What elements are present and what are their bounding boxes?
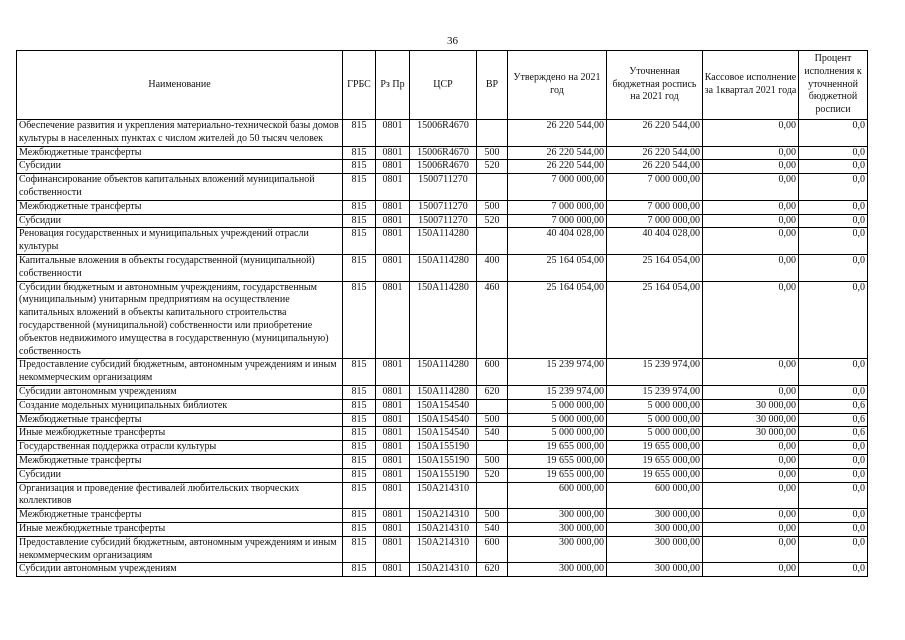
cell-vr: 400 [477,254,508,281]
cell-refined: 300 000,00 [607,563,703,577]
cell-grbs: 815 [343,200,376,214]
cell-approved: 19 655 000,00 [508,454,607,468]
cell-grbs: 815 [343,146,376,160]
cell-vr: 520 [477,160,508,174]
cell-refined: 5 000 000,00 [607,413,703,427]
cell-rzpr: 0801 [376,427,410,441]
table-row [17,385,868,399]
cell-percent: 0,0 [799,214,868,228]
cell-refined: 19 655 000,00 [607,441,703,455]
cell-refined: 5 000 000,00 [607,427,703,441]
table-row [17,120,868,147]
cell-percent: 0,0 [799,454,868,468]
cell-grbs: 815 [343,509,376,523]
cell-name: Субсидии [17,214,343,228]
cell-name: Межбюджетные трансферты [17,146,343,160]
cell-cash: 0,00 [703,214,799,228]
cell-vr [477,482,508,509]
table-row [17,228,868,255]
cell-approved: 25 164 054,00 [508,254,607,281]
cell-vr: 460 [477,281,508,359]
cell-cash: 0,00 [703,146,799,160]
cell-percent: 0,0 [799,281,868,359]
cell-vr [477,120,508,147]
cell-vr: 540 [477,522,508,536]
cell-grbs: 815 [343,482,376,509]
cell-csr: 150A114280 [410,254,477,281]
cell-cash: 0,00 [703,281,799,359]
cell-csr: 150A214310 [410,482,477,509]
cell-grbs: 815 [343,160,376,174]
header-vr: ВР [477,51,508,120]
cell-percent: 0,0 [799,468,868,482]
cell-grbs: 815 [343,413,376,427]
cell-name: Субсидии автономным учреждениям [17,563,343,577]
cell-name: Межбюджетные трансферты [17,454,343,468]
cell-refined: 300 000,00 [607,509,703,523]
table-row [17,254,868,281]
cell-rzpr: 0801 [376,281,410,359]
cell-cash: 0,00 [703,160,799,174]
cell-approved: 5 000 000,00 [508,399,607,413]
cell-percent: 0,0 [799,509,868,523]
cell-csr: 15006R4670 [410,160,477,174]
cell-approved: 15 239 974,00 [508,359,607,386]
cell-cash: 0,00 [703,454,799,468]
cell-grbs: 815 [343,174,376,201]
cell-percent: 0,0 [799,160,868,174]
cell-name: Субсидии [17,468,343,482]
cell-vr: 620 [477,385,508,399]
cell-rzpr: 0801 [376,509,410,523]
cell-grbs: 815 [343,427,376,441]
table-row [17,399,868,413]
cell-name: Иные межбюджетные трансферты [17,522,343,536]
cell-csr: 150A114280 [410,359,477,386]
cell-percent: 0,0 [799,536,868,563]
cell-name: Субсидии автономным учреждениям [17,385,343,399]
table-row [17,509,868,523]
cell-csr: 150A214310 [410,536,477,563]
cell-approved: 300 000,00 [508,509,607,523]
cell-vr: 500 [477,509,508,523]
cell-csr: 150A154540 [410,413,477,427]
cell-rzpr: 0801 [376,254,410,281]
cell-csr: 150A214310 [410,563,477,577]
cell-refined: 19 655 000,00 [607,454,703,468]
cell-approved: 300 000,00 [508,563,607,577]
cell-grbs: 815 [343,385,376,399]
cell-percent: 0,0 [799,482,868,509]
table-row [17,281,868,359]
cell-name: Межбюджетные трансферты [17,200,343,214]
cell-name: Софинансирование объектов капитальных вложений муниципальной собственности [17,174,343,201]
cell-cash: 30 000,00 [703,413,799,427]
cell-cash: 0,00 [703,174,799,201]
cell-refined: 15 239 974,00 [607,359,703,386]
header-cash: Кассовое исполнение за 1квартал 2021 года [703,51,799,120]
cell-approved: 300 000,00 [508,536,607,563]
cell-cash: 0,00 [703,509,799,523]
cell-cash: 0,00 [703,482,799,509]
header-grbs: ГРБС [343,51,376,120]
cell-grbs: 815 [343,454,376,468]
cell-csr: 150A114280 [410,385,477,399]
cell-percent: 0,0 [799,254,868,281]
cell-cash: 0,00 [703,385,799,399]
cell-csr: 1500711270 [410,174,477,201]
table-row [17,214,868,228]
cell-approved: 7 000 000,00 [508,214,607,228]
cell-rzpr: 0801 [376,522,410,536]
cell-cash: 0,00 [703,536,799,563]
cell-name: Организация и проведение фестивалей любительских творческих коллективов [17,482,343,509]
cell-approved: 300 000,00 [508,522,607,536]
table-row [17,359,868,386]
cell-refined: 7 000 000,00 [607,214,703,228]
budget-table [16,50,868,577]
cell-vr: 600 [477,359,508,386]
cell-rzpr: 0801 [376,214,410,228]
table-row [17,454,868,468]
header-csr: ЦСР [410,51,477,120]
cell-rzpr: 0801 [376,160,410,174]
cell-vr: 620 [477,563,508,577]
cell-percent: 0,0 [799,385,868,399]
cell-refined: 26 220 544,00 [607,146,703,160]
table-row [17,563,868,577]
cell-name: Межбюджетные трансферты [17,509,343,523]
cell-refined: 19 655 000,00 [607,468,703,482]
cell-vr: 500 [477,413,508,427]
cell-approved: 40 404 028,00 [508,228,607,255]
cell-csr: 150A154540 [410,399,477,413]
header-approved: Утверждено на 2021 год [508,51,607,120]
cell-refined: 300 000,00 [607,536,703,563]
cell-name: Создание модельных муниципальных библиотек [17,399,343,413]
cell-rzpr: 0801 [376,563,410,577]
table-header-row [17,51,868,120]
cell-vr: 600 [477,536,508,563]
cell-rzpr: 0801 [376,454,410,468]
cell-grbs: 815 [343,468,376,482]
table-row [17,482,868,509]
table-row [17,146,868,160]
cell-rzpr: 0801 [376,385,410,399]
cell-vr [477,399,508,413]
cell-percent: 0,6 [799,427,868,441]
cell-refined: 25 164 054,00 [607,281,703,359]
header-percent: Процент исполнения к уточненной бюджетной росписи [799,51,868,120]
cell-approved: 26 220 544,00 [508,120,607,147]
table-row [17,427,868,441]
cell-cash: 0,00 [703,441,799,455]
cell-rzpr: 0801 [376,359,410,386]
cell-csr: 15006R4670 [410,120,477,147]
cell-csr: 150A155190 [410,441,477,455]
cell-cash: 0,00 [703,200,799,214]
cell-percent: 0,0 [799,174,868,201]
cell-vr [477,174,508,201]
cell-cash: 0,00 [703,228,799,255]
cell-refined: 7 000 000,00 [607,174,703,201]
cell-grbs: 815 [343,214,376,228]
cell-rzpr: 0801 [376,536,410,563]
cell-approved: 7 000 000,00 [508,200,607,214]
cell-vr: 500 [477,454,508,468]
cell-approved: 5 000 000,00 [508,413,607,427]
cell-csr: 150A114280 [410,228,477,255]
cell-approved: 19 655 000,00 [508,441,607,455]
table-row [17,468,868,482]
cell-percent: 0,0 [799,146,868,160]
cell-csr: 150A114280 [410,281,477,359]
cell-vr: 520 [477,214,508,228]
cell-cash: 0,00 [703,522,799,536]
cell-name: Субсидии [17,160,343,174]
cell-vr: 500 [477,200,508,214]
cell-vr: 520 [477,468,508,482]
cell-grbs: 815 [343,522,376,536]
cell-vr: 500 [477,146,508,160]
cell-approved: 5 000 000,00 [508,427,607,441]
table-row [17,200,868,214]
cell-rzpr: 0801 [376,399,410,413]
cell-percent: 0,0 [799,522,868,536]
cell-rzpr: 0801 [376,174,410,201]
cell-name: Предоставление субсидий бюджетным, автономным учреждениям и иным некоммерческим организациям [17,536,343,563]
cell-csr: 150A154540 [410,427,477,441]
header-rzpr: Рз Пр [376,51,410,120]
cell-grbs: 815 [343,536,376,563]
cell-rzpr: 0801 [376,200,410,214]
cell-rzpr: 0801 [376,228,410,255]
table-row [17,522,868,536]
cell-rzpr: 0801 [376,482,410,509]
cell-name: Реновация государственных и муниципальных учреждений отрасли культуры [17,228,343,255]
table-row [17,160,868,174]
cell-cash: 0,00 [703,563,799,577]
cell-percent: 0,0 [799,359,868,386]
cell-refined: 300 000,00 [607,522,703,536]
cell-grbs: 815 [343,441,376,455]
cell-grbs: 815 [343,254,376,281]
header-refined: Уточненная бюджетная роспись на 2021 год [607,51,703,120]
cell-csr: 150A214310 [410,522,477,536]
cell-refined: 5 000 000,00 [607,399,703,413]
cell-csr: 1500711270 [410,200,477,214]
cell-cash: 0,00 [703,254,799,281]
cell-refined: 26 220 544,00 [607,160,703,174]
cell-csr: 150A214310 [410,509,477,523]
cell-cash: 30 000,00 [703,399,799,413]
cell-rzpr: 0801 [376,413,410,427]
cell-grbs: 815 [343,228,376,255]
cell-name: Обеспечение развития и укрепления материально-технической базы домов культуры в населенных пунктах с числом жителей до 50 тысяч человек [17,120,343,147]
cell-percent: 0,0 [799,120,868,147]
cell-csr: 150A155190 [410,454,477,468]
cell-approved: 26 220 544,00 [508,160,607,174]
cell-rzpr: 0801 [376,468,410,482]
cell-approved: 19 655 000,00 [508,468,607,482]
cell-approved: 7 000 000,00 [508,174,607,201]
cell-csr: 15006R4670 [410,146,477,160]
cell-name: Субсидии бюджетным и автономным учреждениям, государственным (муниципальным) унитарным предприятиям на осуществление капитальных вложений в объекты капитального строительства государственной (муниципальной) собственности или приобретение объектов недвижимого имущества в государственную (муниципальную) собственность [17,281,343,359]
cell-percent: 0,0 [799,441,868,455]
cell-grbs: 815 [343,359,376,386]
cell-name: Иные межбюджетные трансферты [17,427,343,441]
cell-grbs: 815 [343,399,376,413]
cell-name: Предоставление субсидий бюджетным, автономным учреждениям и иным некоммерческим организациям [17,359,343,386]
cell-percent: 0,6 [799,413,868,427]
cell-csr: 150A155190 [410,468,477,482]
cell-cash: 30 000,00 [703,427,799,441]
cell-name: Государственная поддержка отрасли культуры [17,441,343,455]
cell-grbs: 815 [343,120,376,147]
cell-cash: 0,00 [703,120,799,147]
cell-name: Межбюджетные трансферты [17,413,343,427]
cell-approved: 15 239 974,00 [508,385,607,399]
cell-refined: 15 239 974,00 [607,385,703,399]
cell-name: Капитальные вложения в объекты государственной (муниципальной) собственности [17,254,343,281]
cell-approved: 600 000,00 [508,482,607,509]
cell-percent: 0,6 [799,399,868,413]
cell-rzpr: 0801 [376,441,410,455]
cell-rzpr: 0801 [376,146,410,160]
cell-grbs: 815 [343,281,376,359]
table-row [17,413,868,427]
cell-vr: 540 [477,427,508,441]
cell-vr [477,441,508,455]
cell-percent: 0,0 [799,228,868,255]
table-row [17,536,868,563]
cell-cash: 0,00 [703,359,799,386]
cell-percent: 0,0 [799,563,868,577]
page-number: 36 [447,35,458,47]
cell-refined: 25 164 054,00 [607,254,703,281]
cell-cash: 0,00 [703,468,799,482]
cell-percent: 0,0 [799,200,868,214]
cell-approved: 25 164 054,00 [508,281,607,359]
cell-refined: 7 000 000,00 [607,200,703,214]
cell-csr: 1500711270 [410,214,477,228]
table-row [17,441,868,455]
cell-refined: 26 220 544,00 [607,120,703,147]
cell-refined: 600 000,00 [607,482,703,509]
cell-approved: 26 220 544,00 [508,146,607,160]
table-row [17,174,868,201]
header-name: Наименование [17,51,343,120]
cell-refined: 40 404 028,00 [607,228,703,255]
cell-grbs: 815 [343,563,376,577]
cell-rzpr: 0801 [376,120,410,147]
cell-vr [477,228,508,255]
